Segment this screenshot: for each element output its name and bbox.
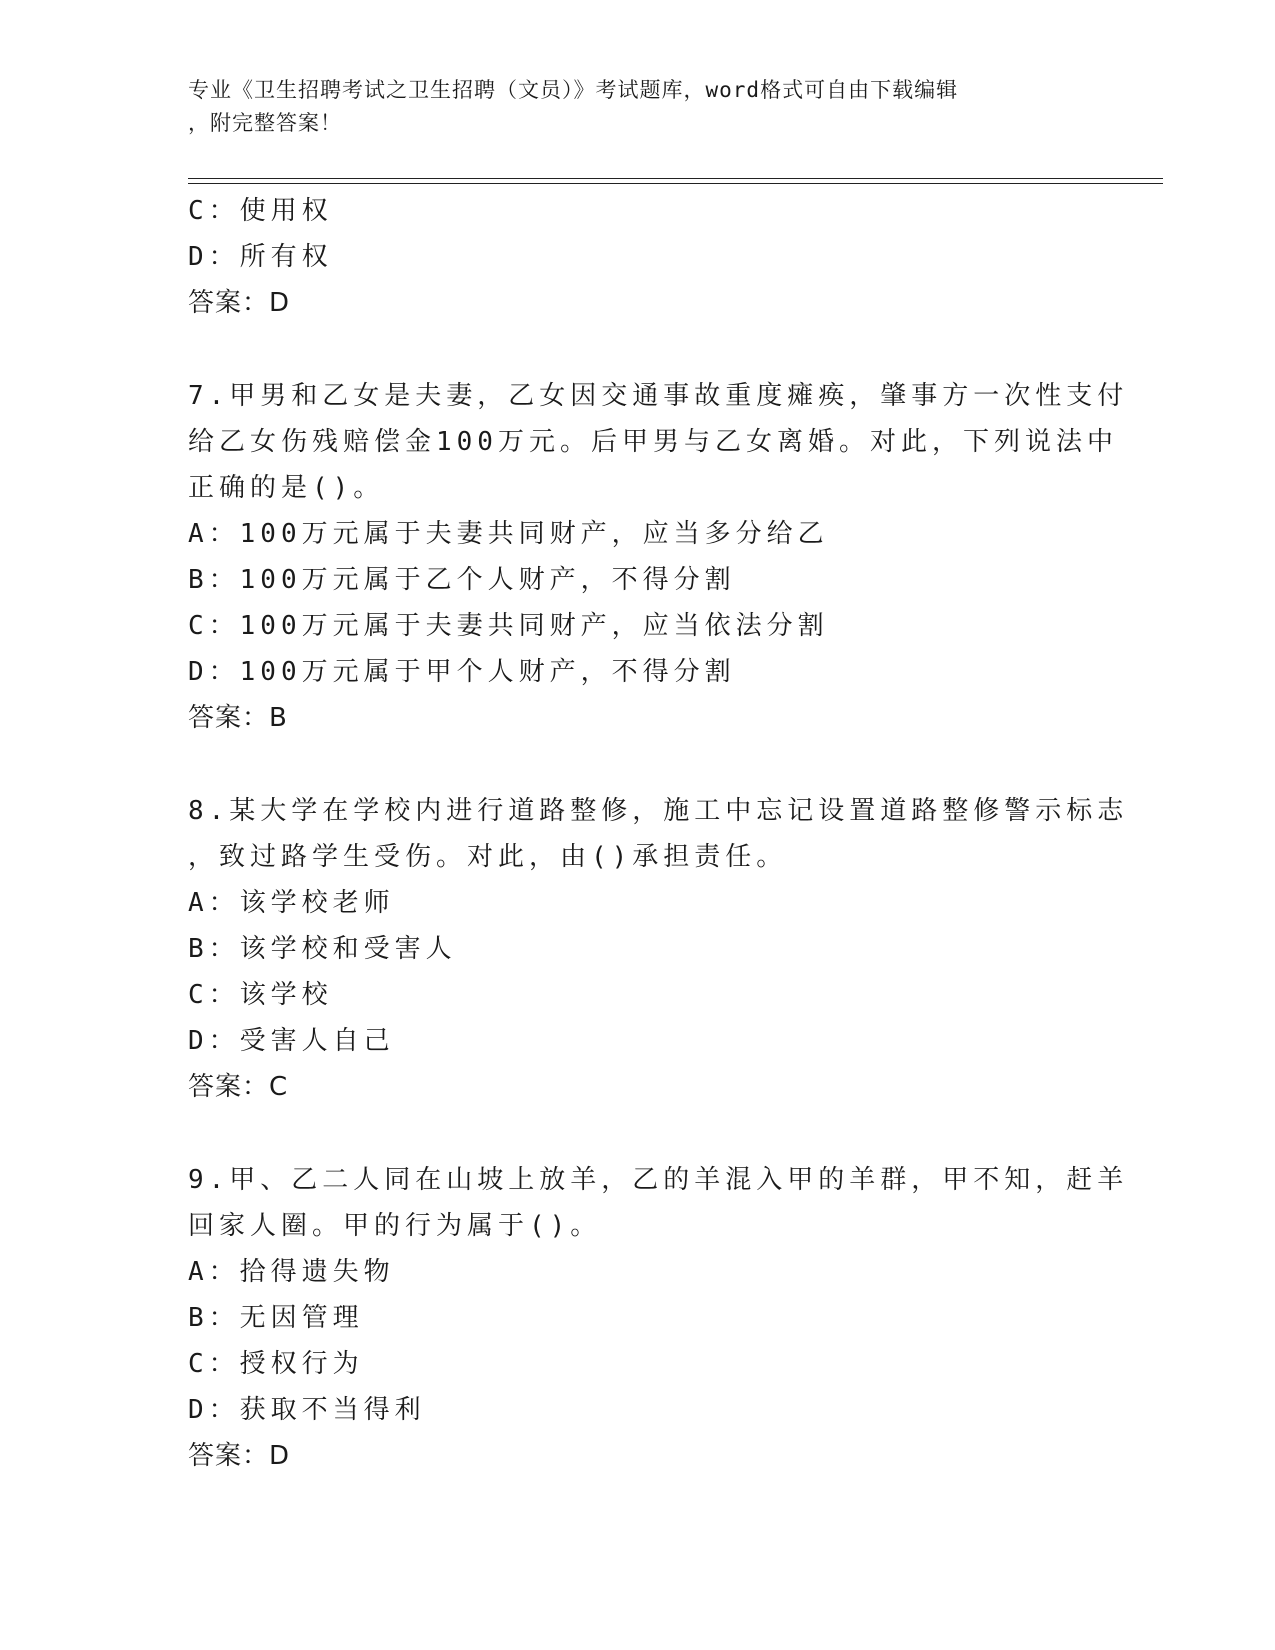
question-text-line: ，致过路学生受伤。对此，由()承担责任。	[188, 842, 788, 872]
option-b: B：无因管理	[188, 1303, 364, 1333]
header-divider-top	[188, 178, 1163, 179]
option-c: C：使用权	[188, 196, 333, 226]
question-7	[188, 373, 1129, 741]
question-text-line: 回家人圈。甲的行为属于()。	[188, 1211, 602, 1241]
option-c: C：授权行为	[188, 1349, 364, 1379]
option-d: D：受害人自己	[188, 1026, 395, 1056]
spacer	[188, 326, 1068, 373]
header-line-2: ，附完整答案！	[188, 111, 342, 135]
question-text-line: 给乙女伤残赔偿金100万元。后甲男与乙女离婚。对此，下列说法中	[188, 427, 1118, 457]
option-a: A：拾得遗失物	[188, 1257, 395, 1287]
answer-line: 答案：D	[188, 288, 291, 318]
document-header	[188, 74, 1068, 140]
question-text-line: 9.甲、乙二人同在山坡上放羊，乙的羊混入甲的羊群，甲不知，赶羊	[188, 1165, 1129, 1195]
option-c: C：该学校	[188, 980, 333, 1010]
question-9	[188, 1157, 1129, 1479]
question-text-line: 正确的是()。	[188, 473, 385, 503]
question-8	[188, 788, 1129, 1110]
answer-line: 答案：C	[188, 1072, 289, 1102]
answer-line: 答案：B	[188, 703, 288, 733]
header-line-1: 专业《卫生招聘考试之卫生招聘（文员）》考试题库，word格式可自由下载编辑	[188, 78, 959, 102]
option-b: B：该学校和受害人	[188, 934, 457, 964]
option-d: D：100万元属于甲个人财产，不得分割	[188, 657, 736, 687]
header-divider-bottom	[188, 183, 1163, 184]
question-text-line: 8.某大学在学校内进行道路整修，施工中忘记设置道路整修警示标志	[188, 796, 1129, 826]
option-a: A：100万元属于夫妻共同财产，应当多分给乙	[188, 519, 829, 549]
spacer	[188, 1110, 1068, 1157]
option-a: A：该学校老师	[188, 888, 395, 918]
spacer	[188, 741, 1068, 788]
option-d: D：获取不当得利	[188, 1395, 426, 1425]
option-c: C：100万元属于夫妻共同财产，应当依法分割	[188, 611, 829, 641]
question-text-line: 7.甲男和乙女是夫妻，乙女因交通事故重度瘫痪，肇事方一次性支付	[188, 381, 1129, 411]
answer-line: 答案：D	[188, 1441, 291, 1471]
option-b: B：100万元属于乙个人财产，不得分割	[188, 565, 736, 595]
partial-question	[188, 188, 1068, 326]
option-d: D：所有权	[188, 242, 333, 272]
document-body	[188, 188, 1129, 1479]
